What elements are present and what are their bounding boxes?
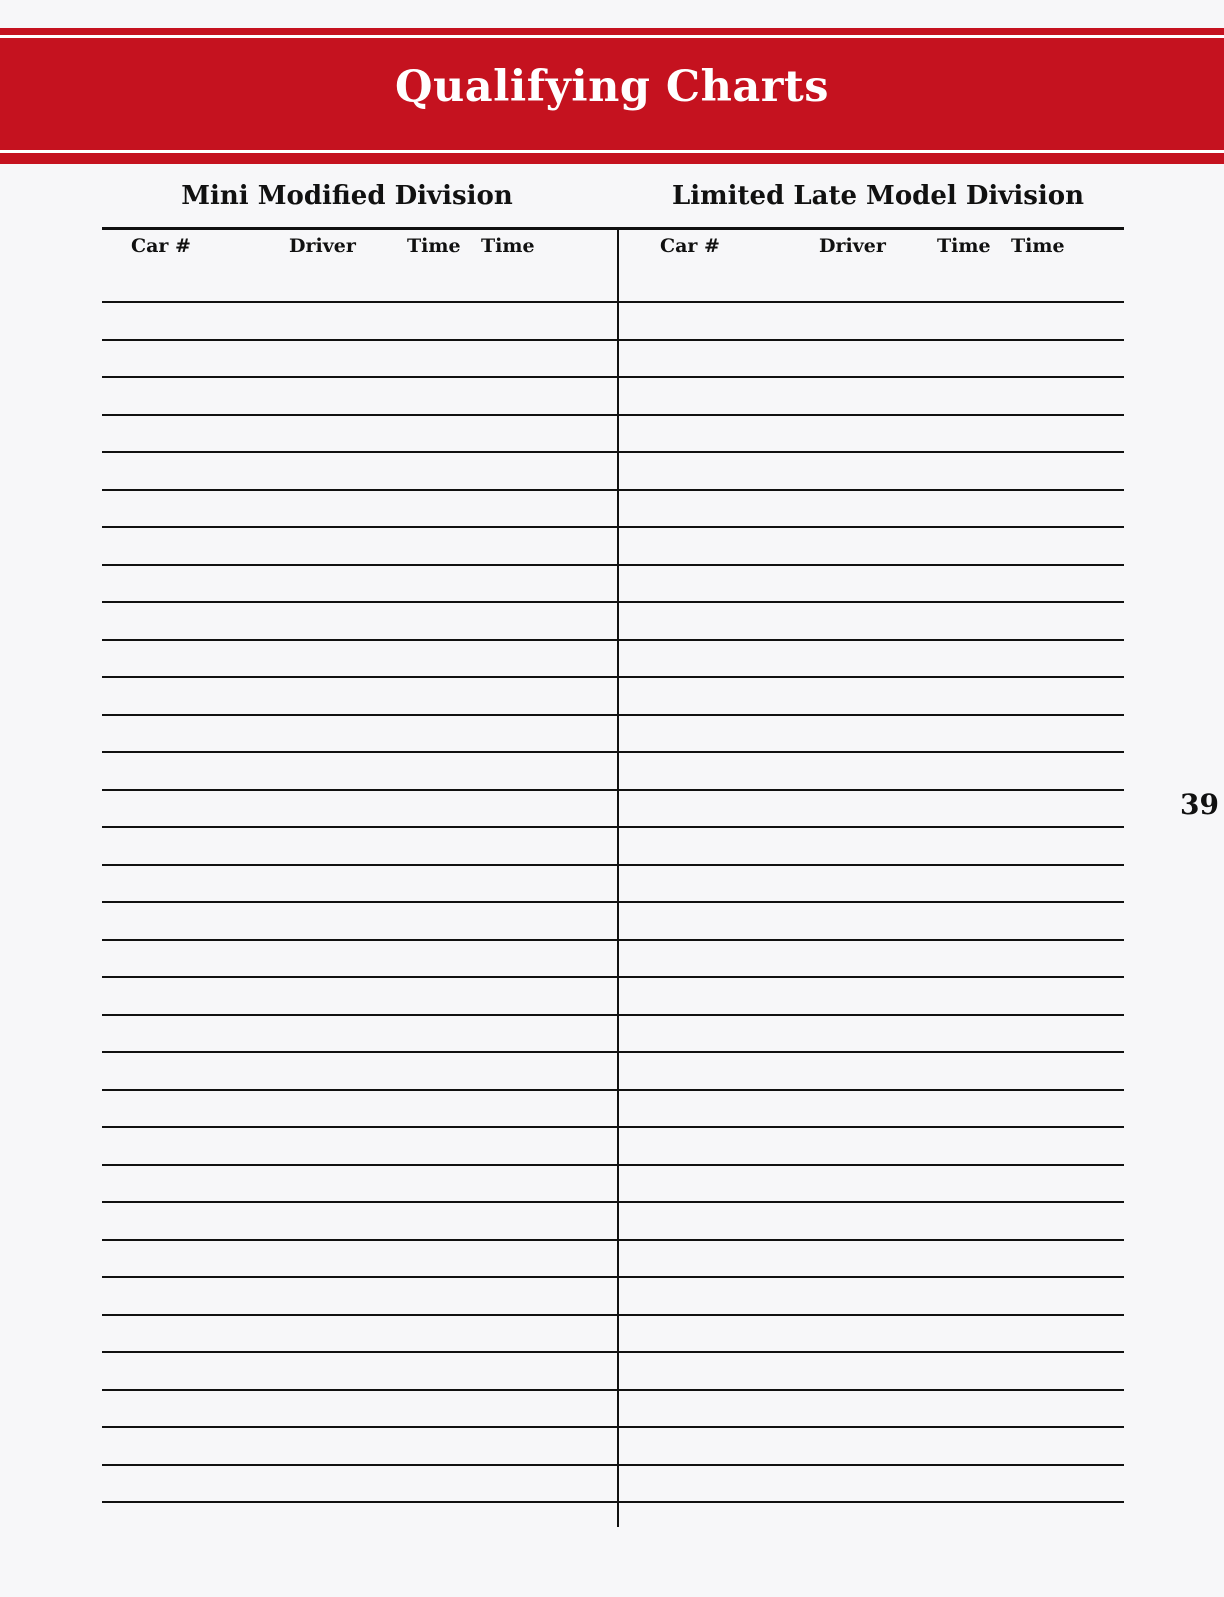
entry-row-rule	[102, 864, 1124, 866]
title-banner	[0, 28, 1224, 164]
column-header-car-number: Car #	[660, 235, 720, 257]
entry-row-rule	[102, 1351, 1124, 1353]
entry-row-rule	[102, 976, 1124, 978]
page-title: Qualifying Charts	[395, 62, 829, 112]
entry-row-rule	[102, 789, 1124, 791]
qualifying-chart-grid	[102, 227, 1124, 1529]
column-header-driver: Driver	[289, 235, 356, 257]
entry-row-rule	[102, 414, 1124, 416]
column-header-car-number: Car #	[131, 235, 191, 257]
entry-row-rule	[102, 1426, 1124, 1428]
column-header-time-1: Time	[937, 235, 991, 257]
entry-row-rule	[102, 676, 1124, 678]
entry-row-rule	[102, 1126, 1124, 1128]
entry-row-rule	[102, 1501, 1124, 1503]
entry-row-rule	[102, 301, 1124, 303]
entry-row-rule	[102, 1276, 1124, 1278]
entry-row-rule	[102, 564, 1124, 566]
entry-row-rule	[102, 826, 1124, 828]
banner-bottom-stripe	[0, 150, 1224, 153]
entry-row-rule	[102, 901, 1124, 903]
entry-row-rule	[102, 601, 1124, 603]
entry-row-rule	[102, 489, 1124, 491]
entry-row-rule	[102, 639, 1124, 641]
column-header-driver: Driver	[819, 235, 886, 257]
entry-row-rule	[102, 1389, 1124, 1391]
division-separator-line	[617, 227, 619, 1527]
entry-row-rule	[102, 451, 1124, 453]
entry-row-rule	[102, 1014, 1124, 1016]
entry-row-rule	[102, 526, 1124, 528]
entry-row-rule	[102, 939, 1124, 941]
entry-row-rule	[102, 1164, 1124, 1166]
table-top-rule	[102, 227, 1124, 230]
division-title-mini-modified: Mini Modified Division	[181, 181, 513, 211]
entry-row-rule	[102, 751, 1124, 753]
division-title-limited-late-model: Limited Late Model Division	[671, 181, 1084, 211]
entry-row-rule	[102, 339, 1124, 341]
entry-row-rule	[102, 714, 1124, 716]
entry-row-rule	[102, 1201, 1124, 1203]
column-header-time-1: Time	[407, 235, 461, 257]
entry-row-rule	[102, 1464, 1124, 1466]
entry-row-rule	[102, 376, 1124, 378]
entry-row-rule	[102, 1089, 1124, 1091]
banner-top-stripe	[0, 35, 1224, 38]
entry-row-rule	[102, 1239, 1124, 1241]
page-number: 39	[1180, 788, 1219, 821]
column-header-time-2: Time	[1011, 235, 1065, 257]
entry-row-rule	[102, 1314, 1124, 1316]
entry-row-rule	[102, 1051, 1124, 1053]
column-header-time-2: Time	[481, 235, 535, 257]
